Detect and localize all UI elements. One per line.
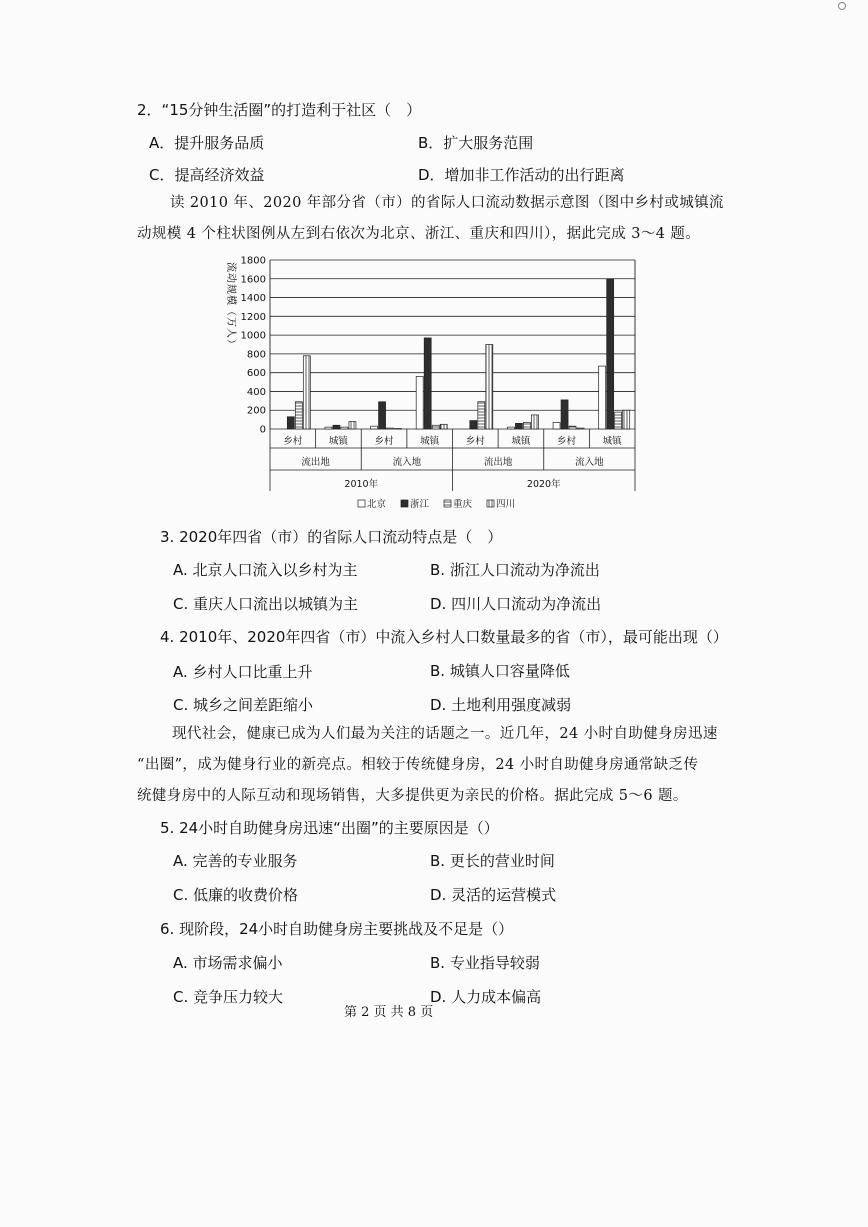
x-year-label: 2010年 bbox=[344, 479, 379, 490]
x-category-label: 乡村 bbox=[465, 436, 485, 447]
x-direction-label: 流出地 bbox=[301, 457, 330, 468]
intro-line: 读 2010 年、2020 年部分省（市）的省际人口流动数据示意图（图中乡村或城镇流 bbox=[170, 195, 724, 211]
question-2-option-a[interactable]: A．提升服务品质 bbox=[149, 134, 265, 152]
question-2-option-c[interactable]: C．提高经济效益 bbox=[149, 166, 265, 184]
question-2-stem: 2．“15分钟生活圈”的打造利于社区（ ） bbox=[137, 101, 422, 119]
intro-line: 统健身房中的人际互动和现场销售，大多提供更为亲民的价格。据此完成 5～6 题。 bbox=[137, 788, 688, 804]
question-4-option-a[interactable]: A. 乡村人口比重上升 bbox=[173, 663, 313, 681]
question-3-option-c[interactable]: C. 重庆人口流出以城镇为主 bbox=[173, 595, 359, 613]
y-tick-label: 1400 bbox=[240, 293, 266, 305]
x-direction-label: 流入地 bbox=[392, 457, 422, 468]
x-category-label: 城镇 bbox=[328, 436, 348, 447]
x-category-label: 乡村 bbox=[374, 436, 394, 447]
question-5-option-c[interactable]: C. 低廉的收费价格 bbox=[173, 886, 299, 904]
y-tick-label: 600 bbox=[246, 368, 266, 380]
question-2-option-b[interactable]: B．扩大服务范围 bbox=[418, 134, 534, 152]
x-category-label: 乡村 bbox=[557, 436, 577, 447]
x-category-label: 城镇 bbox=[511, 436, 531, 447]
question-6-option-c[interactable]: C. 竞争压力较大 bbox=[173, 988, 284, 1006]
question-5-option-a[interactable]: A. 完善的专业服务 bbox=[173, 852, 298, 870]
legend-swatch bbox=[358, 500, 365, 507]
legend-label: 重庆 bbox=[453, 499, 473, 510]
y-tick-label: 400 bbox=[246, 386, 266, 398]
legend-swatch bbox=[487, 500, 494, 507]
bar-浙江 bbox=[379, 402, 386, 429]
legend-swatch bbox=[401, 500, 408, 507]
bar-浙江 bbox=[515, 423, 522, 429]
intro-line: 动规模 4 个柱状图例从左到右依次为北京、浙江、重庆和四川），据此完成 3～4 题。 bbox=[137, 226, 701, 242]
question-3-option-b[interactable]: B. 浙江人口流动为净流出 bbox=[430, 561, 600, 579]
intro-line: 现代社会，健康已成为人们最为关注的话题之一。近几年，24 小时自助健身房迅速 bbox=[172, 726, 718, 742]
bar-浙江 bbox=[333, 425, 340, 429]
question-2-option-d[interactable]: D．增加非工作活动的出行距离 bbox=[418, 166, 625, 184]
y-tick-label: 0 bbox=[259, 424, 266, 436]
intro-paragraph-5-6-cont bbox=[137, 750, 737, 812]
bar-重庆 bbox=[387, 428, 394, 429]
bar-四川 bbox=[531, 415, 538, 429]
y-tick-label: 1000 bbox=[240, 330, 266, 342]
question-3-stem: 3. 2020年四省（市）的省际人口流动特点是（ ） bbox=[160, 528, 503, 546]
bar-四川 bbox=[486, 345, 493, 430]
bar-浙江 bbox=[607, 279, 614, 429]
legend-label: 四川 bbox=[496, 499, 516, 510]
y-axis-label: 流动规模（万人） bbox=[225, 262, 236, 350]
population-flow-chart bbox=[218, 252, 648, 518]
x-year-label: 2020年 bbox=[526, 479, 561, 490]
question-4-option-b[interactable]: B. 城镇人口容量降低 bbox=[430, 662, 570, 680]
question-3-option-a[interactable]: A. 北京人口流入以乡村为主 bbox=[173, 561, 358, 579]
legend-swatch bbox=[444, 500, 451, 507]
question-5-stem: 5. 24小时自助健身房迅速“出圈”的主要原因是（） bbox=[160, 819, 499, 837]
bar-四川 bbox=[623, 410, 630, 429]
intro-paragraph-5-6 bbox=[172, 719, 772, 750]
bar-北京 bbox=[553, 422, 560, 429]
bar-重庆 bbox=[615, 412, 622, 429]
bar-重庆 bbox=[523, 422, 530, 429]
bar-重庆 bbox=[341, 427, 348, 429]
question-5-option-d[interactable]: D. 灵活的运营模式 bbox=[430, 886, 557, 904]
bar-四川 bbox=[577, 428, 584, 429]
x-category-label: 城镇 bbox=[602, 436, 622, 447]
bar-北京 bbox=[371, 426, 378, 429]
legend-label: 北京 bbox=[367, 499, 387, 510]
bar-北京 bbox=[416, 376, 423, 429]
y-tick-label: 1800 bbox=[240, 255, 266, 267]
bar-北京 bbox=[507, 427, 514, 429]
page-footer: 第 2 页 共 8 页 bbox=[344, 1005, 434, 1020]
intro-paragraph-3-4 bbox=[170, 188, 770, 219]
intro-paragraph-3-4-cont bbox=[137, 219, 737, 250]
y-tick-label: 1600 bbox=[240, 274, 266, 286]
question-5-option-b[interactable]: B. 更长的营业时间 bbox=[430, 852, 555, 870]
x-category-label: 城镇 bbox=[420, 436, 440, 447]
bar-四川 bbox=[349, 421, 356, 429]
bar-北京 bbox=[599, 366, 606, 429]
bar-重庆 bbox=[569, 426, 576, 429]
bar-浙江 bbox=[561, 400, 568, 429]
intro-line: “出圈”，成为健身行业的新亮点。相较于传统健身房，24 小时自助健身房通常缺乏传 bbox=[137, 757, 699, 773]
bar-四川 bbox=[440, 424, 447, 429]
bar-重庆 bbox=[295, 402, 302, 429]
legend-label: 浙江 bbox=[410, 499, 430, 510]
bar-重庆 bbox=[478, 402, 485, 429]
bar-浙江 bbox=[287, 417, 294, 429]
corner-mark bbox=[838, 2, 846, 10]
question-4-option-c[interactable]: C. 城乡之间差距缩小 bbox=[173, 696, 314, 714]
question-4-stem: 4. 2010年、2020年四省（市）中流入乡村人口数量最多的省（市），最可能出现（） bbox=[160, 628, 728, 646]
y-tick-label: 200 bbox=[246, 405, 266, 417]
question-6-option-b[interactable]: B. 专业指导较弱 bbox=[430, 954, 540, 972]
question-6-option-d[interactable]: D. 人力成本偏高 bbox=[430, 988, 542, 1006]
question-4-option-d[interactable]: D. 土地利用强度减弱 bbox=[430, 696, 572, 714]
question-6-option-a[interactable]: A. 市场需求偏小 bbox=[173, 954, 283, 972]
bar-四川 bbox=[303, 356, 310, 429]
bar-浙江 bbox=[424, 338, 431, 429]
y-tick-label: 1200 bbox=[240, 311, 266, 323]
bar-重庆 bbox=[432, 425, 439, 429]
x-category-label: 乡村 bbox=[283, 436, 303, 447]
y-tick-label: 800 bbox=[246, 349, 266, 361]
bar-浙江 bbox=[470, 421, 477, 429]
x-direction-label: 流出地 bbox=[483, 457, 513, 468]
question-3-option-d[interactable]: D. 四川人口流动为净流出 bbox=[430, 595, 602, 613]
question-6-stem: 6. 现阶段，24小时自助健身房主要挑战及不足是（） bbox=[160, 920, 514, 938]
x-direction-label: 流入地 bbox=[575, 457, 604, 468]
bar-北京 bbox=[325, 427, 332, 429]
